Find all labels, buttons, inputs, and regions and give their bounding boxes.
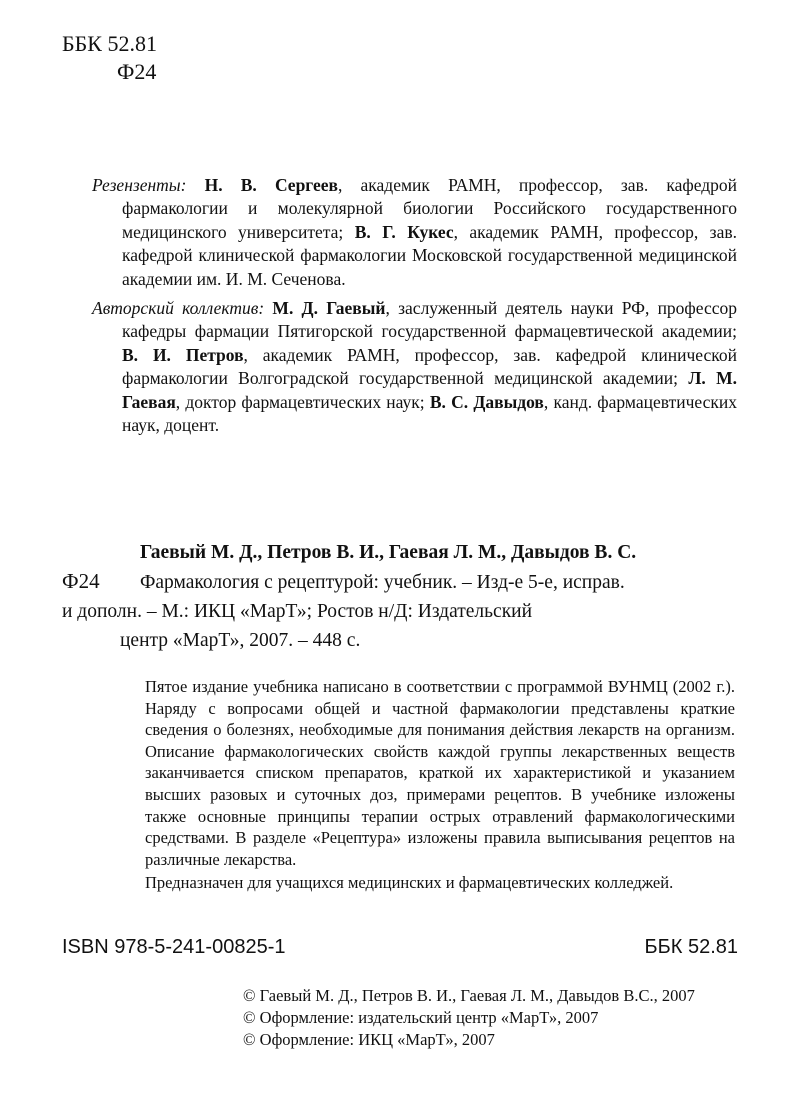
reviewers-paragraph	[92, 174, 737, 291]
annotation-section	[145, 676, 735, 896]
biblio-authors: Гаевый М. Д., Петров В. И., Гаевая Л. М., Давыдов В. С.	[140, 542, 637, 563]
copyright-authors: © Гаевый М. Д., Петров В. И., Гаевая Л. М., Давыдов В.С., 2007	[243, 986, 695, 1005]
authors-role: Авторский коллектив:	[92, 298, 265, 319]
biblio-line-3: центр «МарТ», 2007. – 448 с.	[120, 630, 361, 651]
authors-paragraph	[92, 297, 737, 437]
isbn-number: ISBN 978-5-241-00825-1	[62, 936, 286, 958]
biblio-line-2: и дополн. – М.: ИКЦ «МарТ»; Ростов н/Д: Издательский	[62, 601, 533, 622]
biblio-line-1	[62, 567, 742, 597]
biblio-title: Фармакология с рецептурой: учебник. – Изд-е 5-е, исправ.	[140, 572, 625, 593]
reviewer-1-name: Н. В. Сергеев	[204, 175, 339, 195]
annotation-paragraph-2: Предназначен для учащихся медицинских и фармацевтических колледжей.	[145, 873, 674, 893]
isbn-row	[62, 936, 738, 959]
reviewer-2-text: , академик РАМН, профессор, зав. кафедрой клинической фармакологии Московской государственной медицинской академии им. И. М. Сеченова.	[122, 221, 737, 289]
bibliographic-record	[62, 538, 742, 655]
author-2-name: В. И. Петров	[122, 344, 244, 365]
bbk-code: ББК 52.81	[62, 31, 157, 56]
author-3-text: , доктор фармацевтических наук;	[175, 391, 430, 412]
author-2-text: , академик РАМН, профессор, зав. кафедрой клинической фармакологии Волгоградской государственной медицинской академии;	[122, 344, 737, 389]
copyright-design-2: © Оформление: ИКЦ «МарТ», 2007	[243, 1030, 495, 1049]
author-4-text: , канд. фармацевтических наук, доцент.	[122, 391, 737, 436]
reviewers-role: Резензенты:	[92, 175, 187, 195]
author-3-name: Л. М. Гаевая	[122, 368, 738, 412]
author-mark: Ф24	[117, 59, 157, 84]
copyright-block	[243, 985, 743, 1051]
author-1-text: , заслуженный деятель науки РФ, профессор кафедры фармации Пятигорской государственной фармацевтической академии;	[122, 298, 738, 342]
annotation-paragraph-1: Пятое издание учебника написано в соответствии с программой ВУНМЦ (2002 г.). Наряду с вопросами общей и частной фармакологии представлены краткие сведения о болезнях, необходимые для понимания действия лекарств на организм. Описание фармакологических свойств каждой группы лекарственных веществ заканчивается списком препаратов, краткой их характеристикой и указанием высших разовых и суточных доз, примерами рецептов. В учебнике изложены также основные принципы терапии острых отравлений фармакологическими средствами. В разделе «Рецептура» изложены правила выписывания рецептов на различные лекарства.	[145, 677, 735, 869]
credits-section	[92, 174, 737, 443]
reviewer-1-text: , академик РАМН, профессор, зав. кафедрой фармакологии и молекулярной биологии Российского государственного медицинского университета;	[122, 175, 738, 242]
isbn-bbk: ББК 52.81	[644, 936, 738, 958]
biblio-code: Ф24	[62, 569, 100, 593]
author-4-name: В. С. Давыдов	[429, 391, 544, 412]
copyright-design-1: © Оформление: издательский центр «МарТ», 2007	[243, 1008, 599, 1027]
reviewer-2-name: В. Г. Кукес	[354, 221, 454, 242]
classification-block	[62, 30, 157, 86]
author-1-name: М. Д. Гаевый	[272, 298, 386, 319]
